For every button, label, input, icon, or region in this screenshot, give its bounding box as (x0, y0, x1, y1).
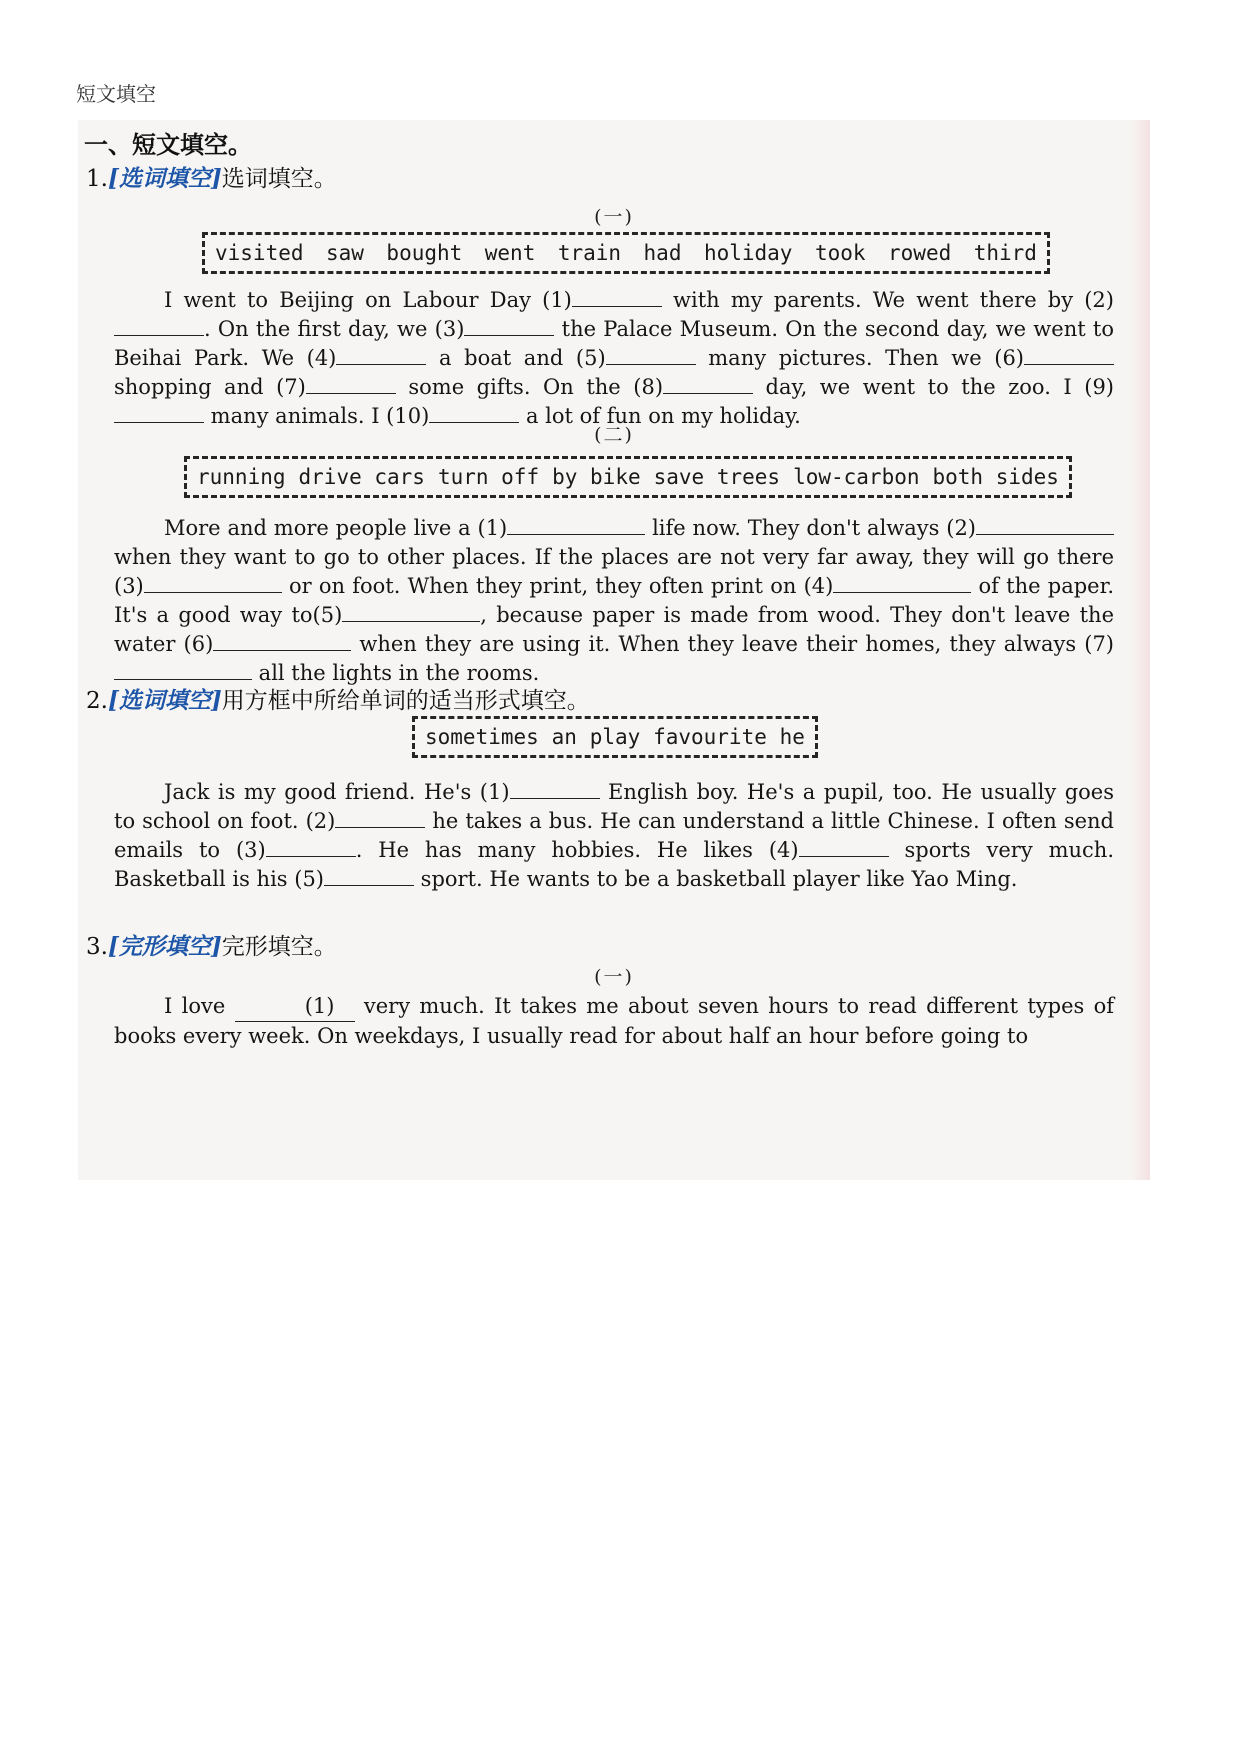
answer-blank[interactable] (324, 865, 414, 886)
word-option: save trees (653, 465, 781, 489)
question-1-instruction: 选词填空。 (221, 166, 337, 192)
word-option: drive cars (298, 465, 425, 489)
word-option: train (557, 241, 622, 265)
answer-blank[interactable] (114, 659, 252, 680)
passage-1: I went to Beijing on Labour Day (1) with my parents. We went there by (2). On the first day, we (3) the Palace Museum. On the second day, we went to Beihai Park. We (4) a boat and (5) many pictures. Then we (6) shopping and (7) some gifts. On the (8) day, we went to the zoo. I (9) many animals. I (10) a lot of fun on my holiday. (114, 288, 1114, 428)
answer-blank[interactable] (606, 344, 696, 365)
part-2-label: (二) (594, 424, 634, 446)
word-option: he (779, 725, 805, 749)
answer-blank[interactable] (1024, 344, 1114, 365)
question-1-heading (86, 160, 337, 193)
scanned-worksheet (78, 120, 1150, 1180)
word-option: an (551, 725, 577, 749)
question-2-number: 2. (86, 688, 108, 714)
question-2-tag: [选词填空] (107, 687, 222, 714)
answer-blank[interactable] (507, 514, 645, 535)
passage-2: More and more people live a (1) life now. They don't always (2) when they want to go to other places. If the places are not very far away, they will go there (3) or on foot. When they print, they often print on (4) of the paper. It's a good way to(5) , because paper is made from wood. They don't leave the water (6) when they are using it. When they leave their homes, they always (7) all the lights in the rooms. (114, 516, 1115, 685)
answer-blank[interactable] (213, 630, 351, 651)
document-page-label: 短文填空 (76, 82, 156, 106)
answer-blank[interactable] (335, 807, 425, 828)
word-option: by bike (552, 465, 641, 489)
answer-blank[interactable] (114, 315, 204, 336)
word-box-2 (184, 456, 1072, 498)
answer-blank[interactable] (144, 572, 282, 593)
word-option: rowed (888, 241, 952, 265)
word-option: bought (386, 241, 463, 265)
word-option: favourite (653, 725, 767, 749)
answer-blank[interactable] (342, 601, 480, 622)
question-3-tag: [完形填空] (107, 933, 222, 960)
answer-blank[interactable] (663, 373, 753, 394)
word-option: turn off (437, 465, 540, 489)
word-option: had (643, 241, 682, 265)
question-1-number: 1. (86, 166, 108, 192)
passage-4: I love (1) very much. It takes me about seven hours to read different types of books every week. On weekdays, I usually read for about half an hour before going to (114, 994, 1115, 1048)
word-option: went (484, 241, 536, 265)
answer-blank[interactable] (306, 373, 396, 394)
question-3-heading (86, 928, 337, 961)
word-option: holiday (703, 241, 793, 265)
word-option: low-carbon (793, 465, 920, 489)
passage-3: Jack is my good friend. He's (1) English boy. He's a pupil, too. He usually goes to school on foot. (2) he takes a bus. He can understand a little Chinese. I often send emails to (3) . He has many hobbies. He likes (4) sports very much. Basketball is his (5) sport. He wants to be a basketball player like Yao Ming. (114, 780, 1114, 891)
word-box-1 (202, 232, 1050, 274)
part-3-label: (一) (594, 966, 634, 988)
question-3-instruction: 完形填空。 (221, 934, 337, 960)
answer-blank[interactable] (976, 514, 1114, 535)
answer-blank[interactable] (336, 344, 426, 365)
word-option: visited (215, 241, 304, 265)
answer-blank[interactable] (572, 286, 662, 307)
answer-blank[interactable] (510, 778, 600, 799)
answer-blank-1[interactable]: (1) (235, 992, 355, 1022)
question-3-number: 3. (86, 934, 108, 960)
word-option: sometimes (425, 725, 539, 749)
word-option: running (197, 465, 286, 489)
question-2-instruction: 用方框中所给单词的适当形式填空。 (221, 688, 590, 714)
word-option: third (973, 241, 1037, 265)
part-1-label: (一) (594, 206, 634, 228)
question-2-heading (86, 682, 590, 715)
answer-blank[interactable] (833, 572, 971, 593)
word-option: play (589, 725, 641, 749)
answer-blank[interactable] (464, 315, 554, 336)
answer-blank[interactable] (799, 836, 889, 857)
word-option: saw (326, 241, 364, 265)
word-box-3 (412, 716, 818, 758)
section-title: 一、短文填空。 (84, 130, 252, 159)
answer-blank[interactable] (266, 836, 356, 857)
word-option: took (814, 241, 866, 265)
word-option: both sides (932, 465, 1059, 489)
question-1-tag: [选词填空] (107, 165, 222, 192)
